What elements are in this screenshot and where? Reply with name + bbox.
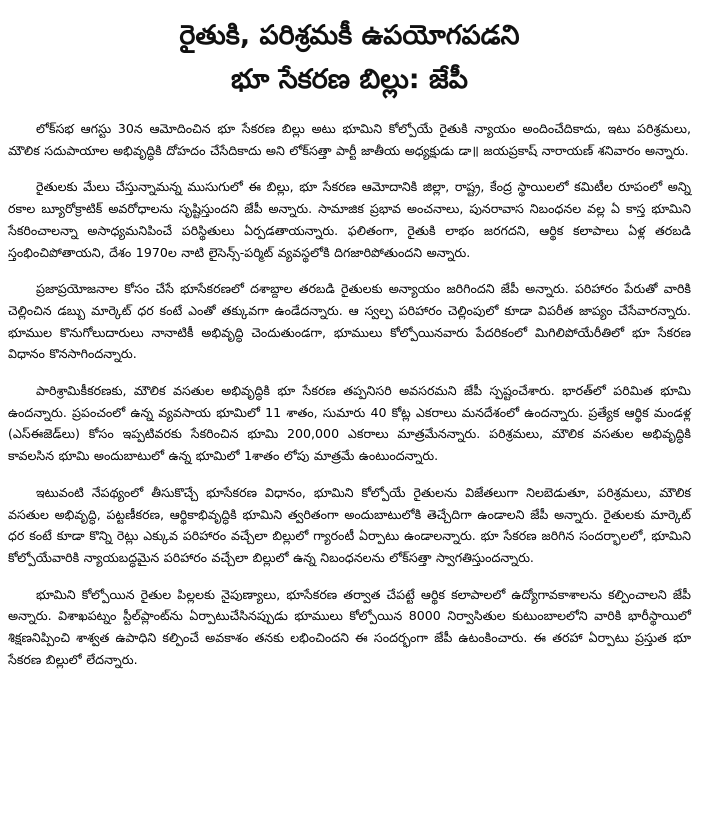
- paragraph-5: ఇటువంటి నేపథ్యంలో తీసుకొచ్చే భూసేకరణ విధానం, భూమిని కోల్పోయే రైతులను విజేతలుగా నిలబెడుతూ, పరిశ్రమలు, మౌలిక వసతుల అభివృద్ధి, పట్టణీకరణ, ఆర్థికాభివృద్ధికి భూమిని త్వరితంగా అందుబాటులోకి తెచ్చేదిగా ఉండాలని జేపీ అన్నారు. రైతులకు మార్కెట్ ధర కంటే కూడా కొన్ని రెట్లు ఎక్కువ పరిహారం వచ్చేలా బిల్లులో గ్యారంటీ ఏర్పాటు ఉండాలన్నారు. భూ సేకరణ జరిగిన సందర్భాలలో, భూమిని కోల్పోయేవారికి న్యాయబద్ధమైన పరిహారం వచ్చేలా బిల్లులో ఉన్న నిబంధనలను లోక్‌సత్తా స్వాగతిస్తుందన్నారు.: [8, 484, 691, 565]
- paragraph-4: పారిశ్రామికీకరణకు, మౌలిక వసతుల అభివృద్ధికి భూ సేకరణ తప్పనిసరి అవసరమని జేపీ స్పష్టంచేశారు. భారత్‌లో పరిమిత భూమి ఉందన్నారు. ప్రపంచంలో ఉన్న వ్యవసాయ భూమిలో 11 శాతం, సుమారు 40 కోట్ల ఎకరాలు మనదేశంలో ఉందన్నారు. ప్రత్యేక ఆర్థిక మండళ్ల (ఎస్ఈజెడ్‌లు) కోసం ఇప్పటివరకు సేకరించిన భూమి 200,000 ఎకరాలు మాత్రమేనన్నారు. పరిశ్రమలు, మౌలిక వసతుల అభివృద్ధికి కావలసిన భూమి అందుబాటులో ఉన్న భూమిలో 1శాతం లోపు మాత్రమే ఉంటుందన్నారు.: [8, 383, 691, 464]
- headline-line-2: భూ సేకరణ బిల్లు: జేపీ: [231, 64, 468, 95]
- paragraph-2: రైతులకు మేలు చేస్తున్నామన్న ముసుగులో ఈ బిల్లు, భూ సేకరణ ఆమోదానికి జిల్లా, రాష్ట్ర, కేంద్ర స్థాయిలలో కమిటీల రూపంలో అన్ని రకాల బ్యూరోక్రాటిక్ అవరోధాలను సృష్టిస్తుందని జేపీ అన్నారు. సామాజిక ప్రభావ అంచనాలు, పునరావాస నిబంధనల వల్ల ఏ కాస్త భూమిని సేకరించాలన్నా అసాధ్యమనిపించే పరిస్థితులు ఏర్పడతాయన్నారు. ఫలితంగా, రైతుకి లాభం జరగదని, ఆర్థిక కలాపాలు ఏళ్ల తరబడి స్తంభించిపోతాయని, దేశం 1970ల నాటి లైసెన్స్-పర్మిట్ వ్యవస్థలోకి దిగజారిపోతుందని అన్నారు.: [8, 179, 691, 260]
- article-headline: [8, 14, 691, 102]
- headline-line-1: రైతుకి, పరిశ్రమకీ ఉపయోగపడని: [179, 20, 520, 51]
- article-body: [8, 118, 691, 670]
- paragraph-1: లోక్‌సభ ఆగస్టు 30న ఆమోదించిన భూ సేకరణ బిల్లు అటు భూమిని కోల్పోయే రైతుకి న్యాయం అందించేదికాదు, ఇటు పరిశ్రమలు, మౌలిక సదుపాయాల అభివృద్ధికి దోహదం చేసేదికాదు అని లోక్‌సత్తా పార్టీ జాతీయ అధ్యక్షుడు డా॥ జయప్రకాష్ నారాయణ్ శనివారం అన్నారు.: [8, 121, 691, 158]
- paragraph-3: ప్రజాప్రయోజనాల కోసం చేసే భూసేకరణలో దశాబ్దాల తరబడి రైతులకు అన్యాయం జరిగిందని జేపీ అన్నారు. పరిహారం పేరుతో వారికి చెల్లించిన డబ్బు మార్కెట్ ధర కంటే ఎంతో తక్కువగా ఉండేదన్నారు. ఆ స్వల్ప పరిహారం చెల్లింపులో కూడా విపరీత జాప్యం చేసేవారన్నారు. భూముల కొనుగోలుదారులు నానాటికీ అభివృద్ధి చెందుతుండగా, భూములు కోల్పోయినవారు పేదరికంలో మిగిలిపోయేరీతిలో భూ సేకరణ విధానం కొనసాగిందన్నారు.: [8, 281, 691, 362]
- paragraph-6: భూమిని కోల్పోయిన రైతుల పిల్లలకు నైపుణ్యాలు, భూసేకరణ తర్వాత చేపట్టే ఆర్థిక కలాపాలలో ఉద్యోగావకాశాలను కల్పించాలని జేపీ అన్నారు. విశాఖపట్నం స్టీల్‌ప్లాంట్‌ను ఏర్పాటుచేసినప్పుడు భూములు కోల్పోయిన 8000 నిర్వాసితుల కుటుంబాలలోని వారికి భారీస్థాయిలో శిక్షణనిప్పించి శాశ్వత ఉపాధిని కల్పించే అవకాశం తనకు లభించిందని ఈ సందర్భంగా జేపీ ఉటంకించారు. ఈ తరహా ఏర్పాటు ప్రస్తుత భూ సేకరణ బిల్లులో లేదన్నారు.: [8, 586, 691, 667]
